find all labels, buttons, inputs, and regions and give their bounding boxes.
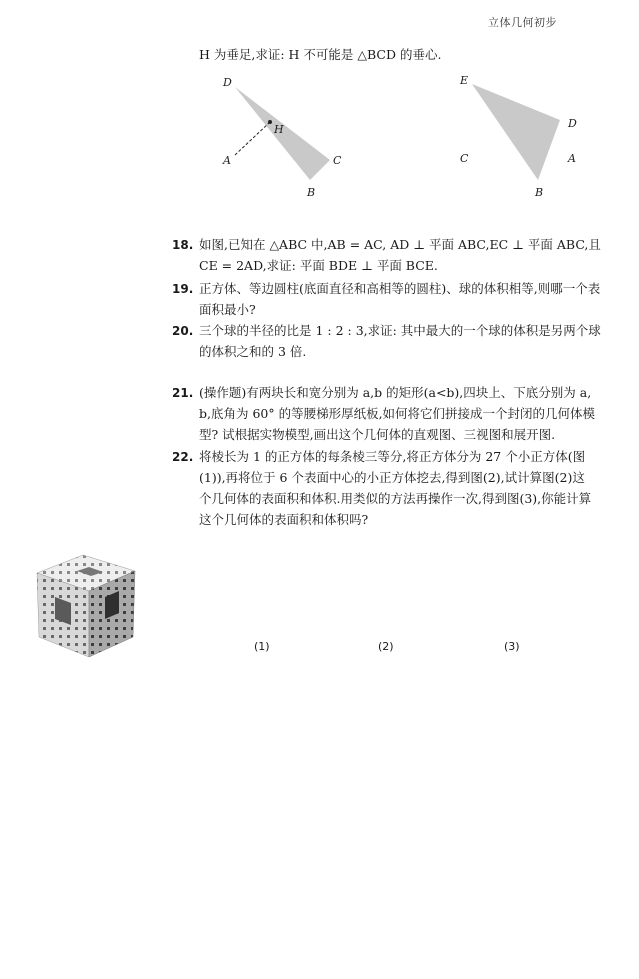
problem-number: 21. (172, 386, 194, 400)
problem-21 (172, 382, 627, 442)
label-c2: C (460, 152, 469, 165)
triangle-edb (472, 84, 560, 180)
problem-line: 面积最小? (199, 302, 256, 317)
problem-20 (172, 320, 627, 359)
label-e: E (460, 74, 469, 87)
problem-line: b,底角为 60° 的等腰梯形厚纸板,如何将它们拼接成一个封闭的几何体模 (199, 406, 596, 421)
label-d: D (223, 76, 232, 89)
menger-cube-illustration (25, 545, 155, 665)
problem-line: (操作题)有两块长和宽分别为 a,b 的矩形(a<b),四块上、下底分别为 a, (199, 385, 592, 400)
label-c: C (333, 154, 342, 167)
problem-number: 19. (172, 282, 194, 296)
problem-line: 个几何体的表面积和体积.用类似的方法再操作一次,得到图(3),你能计算 (199, 491, 592, 506)
problem-number: 18. (172, 238, 194, 252)
label-d2: D (568, 117, 577, 130)
problem-line: 这个几何体的表面积和体积吗? (199, 512, 369, 527)
problem-line: CE = 2AD,求证: 平面 BDE ⊥ 平面 BCE. (199, 258, 438, 273)
label-a: A (223, 154, 231, 167)
label-h: H (274, 123, 284, 136)
problem-line: 三个球的半径的比是 1 : 2 : 3,求证: 其中最大的一个球的体积是另两个球 (199, 323, 601, 338)
problem-19 (172, 278, 627, 317)
caption-1: (1) (254, 640, 270, 653)
running-head: 立体几何初步 (488, 16, 557, 29)
problem-line: (1)),再将位于 6 个表面中心的小正方体挖去,得到图(2),试计算图(2)这 (199, 470, 585, 485)
problem-22 (172, 446, 627, 527)
problem-line: 如图,已知在 △ABC 中,AB = AC, AD ⊥ 平面 ABC,EC ⊥ 平面 ABC,且 (199, 237, 601, 252)
figure-2-diagram (450, 72, 600, 202)
perpendicular-ah (235, 122, 270, 155)
problem-18 (172, 234, 627, 273)
top-line: H 为垂足,求证: H 不可能是 △BCD 的垂心. (199, 47, 442, 62)
figure-1-diagram (215, 72, 375, 202)
label-b: B (307, 186, 316, 199)
problem-number: 20. (172, 324, 194, 338)
label-a2: A (568, 152, 576, 165)
point-h (268, 120, 272, 124)
caption-3: (3) (504, 640, 520, 653)
problem-line: 将棱长为 1 的正方体的每条棱三等分,将正方体分为 27 个小正方体(图 (199, 449, 586, 464)
problem-line: 的体积之和的 3 倍. (199, 344, 307, 359)
problem-number: 22. (172, 450, 194, 464)
problem-line: 型? 试根据实物模型,画出这个几何体的直观图、三视图和展开图. (199, 427, 556, 442)
label-b2: B (535, 186, 544, 199)
problem-line: 正方体、等边圆柱(底面直径和高相等的圆柱)、球的体积相等,则哪一个表 (199, 281, 601, 296)
caption-2: (2) (378, 640, 394, 653)
